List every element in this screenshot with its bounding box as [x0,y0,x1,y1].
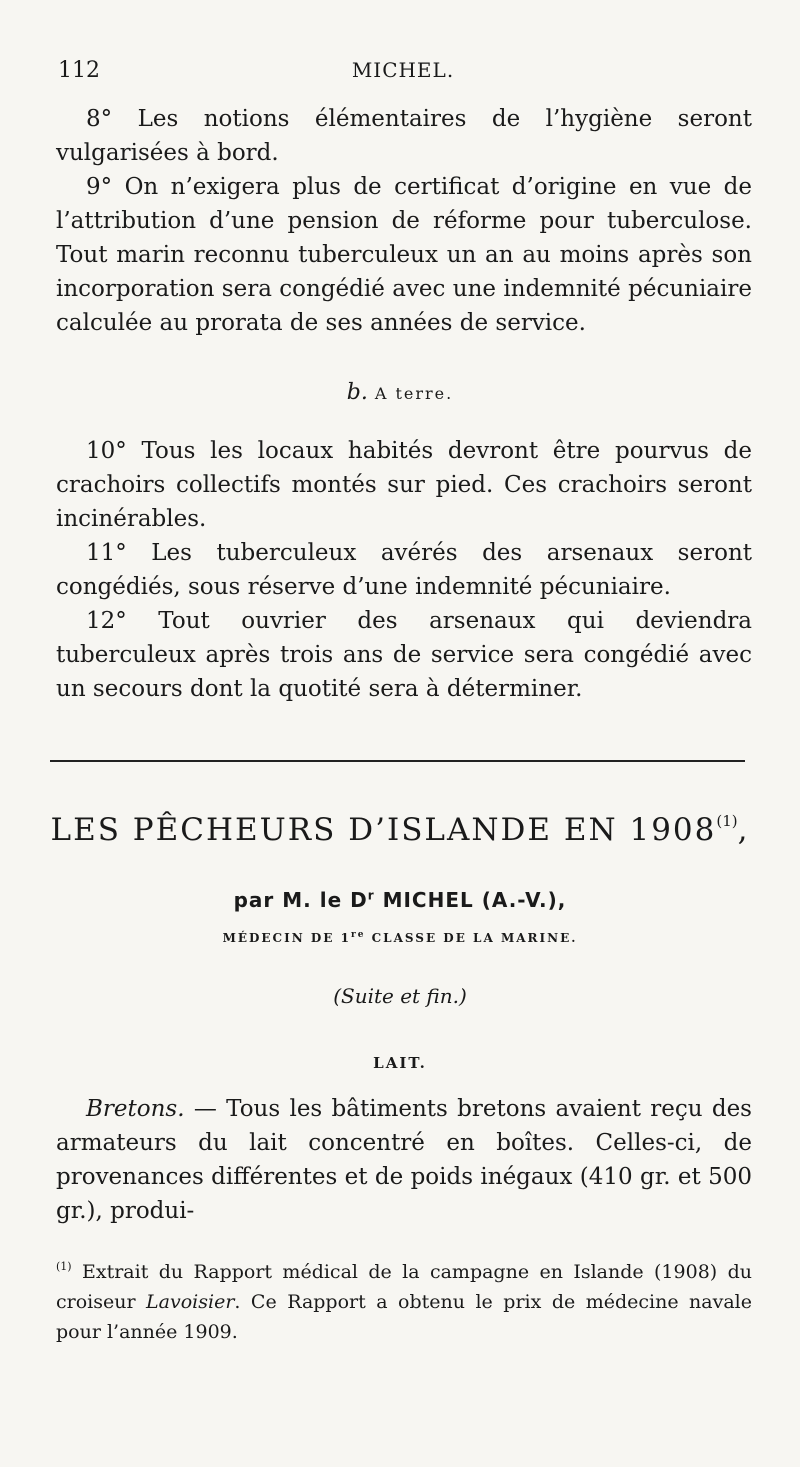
lait-body [56,1092,752,1228]
subheading-letter: b. [346,380,368,405]
article-title-text: LES PÊCHEURS D’ISLANDE EN 1908 [50,812,717,848]
author-affiliation [0,930,800,945]
article-byline [0,888,800,912]
article-title: LES PÊCHEURS D’ISLANDE EN 1908$^{(1)}$, [50,812,750,848]
affiliation-pre: MÉDECIN DE 1 [222,931,351,945]
footnote [56,1252,752,1347]
footnote-mark: (1) [56,1260,72,1273]
footnote-text-post: . Ce Rapport a obtenu le prix de médecine navale pour l’année 1909. [56,1291,753,1343]
bretons-paragraph [56,1092,752,1228]
byline-post: MICHEL (A.-V.), [374,888,567,912]
footnote-text-pre: Extrait du Rapport médical de la campagne en Islande (1908) du croiseur [56,1261,752,1313]
affiliation-sup: re [350,930,366,940]
affiliation-post: CLASSE DE LA MARINE. [365,931,578,945]
subheading-text: A terre. [374,384,454,403]
paragraph-12: 12° Tout ouvrier des arsenaux qui deviendra tuberculeux après trois ans de service sera congédié avec un secours dont la quotité sera à déterminer. [56,608,752,702]
recommendations-block [56,102,752,340]
page-number: 112 [58,58,100,83]
footnote-ship-name: Lavoisier [146,1291,235,1313]
a-terre-block [56,434,752,706]
paragraph-10: 10° Tous les locaux habités devront être pourvus de crachoirs collectifs montés sur pied. Ces crachoirs seront incinérables. [56,438,752,532]
paragraph-8: 8° Les notions élémentaires de l’hygiène seront vulgarisées à bord. [56,106,752,166]
paragraph-11: 11° Les tuberculeux avérés des arsenaux seront congédiés, sous réserve d’une indemnité pécuniaire. [56,540,752,600]
bretons-text: — Tous les bâtiments bretons avaient reçu des armateurs du lait concentré en boîtes. Celles-ci, de provenances différentes et de poids inégaux (410 gr. et 500 gr.), produi- [56,1096,752,1224]
subheading-a-terre [0,380,800,405]
continuation-note: (Suite et fin.) [333,984,467,1008]
running-head: MICHEL. [351,58,455,82]
section-divider [50,760,745,762]
section-heading-lait: LAIT. [373,1054,427,1072]
paragraph-9: 9° On n’exigera plus de certificat d’origine en vue de l’attribution d’une pension de réforme pour tuberculose. Tout marin reconnu tuberculeux un an au moins après son incorporation sera congédié avec une indemnité pécuniaire calculée au prorata de ses années de service. [56,174,752,336]
page-header [58,58,748,92]
byline-pre: par M. le D [233,888,368,912]
title-footnote-mark: (1) [716,812,738,830]
byline-sup: r [367,888,375,903]
bretons-lead: Bretons. [86,1096,185,1122]
